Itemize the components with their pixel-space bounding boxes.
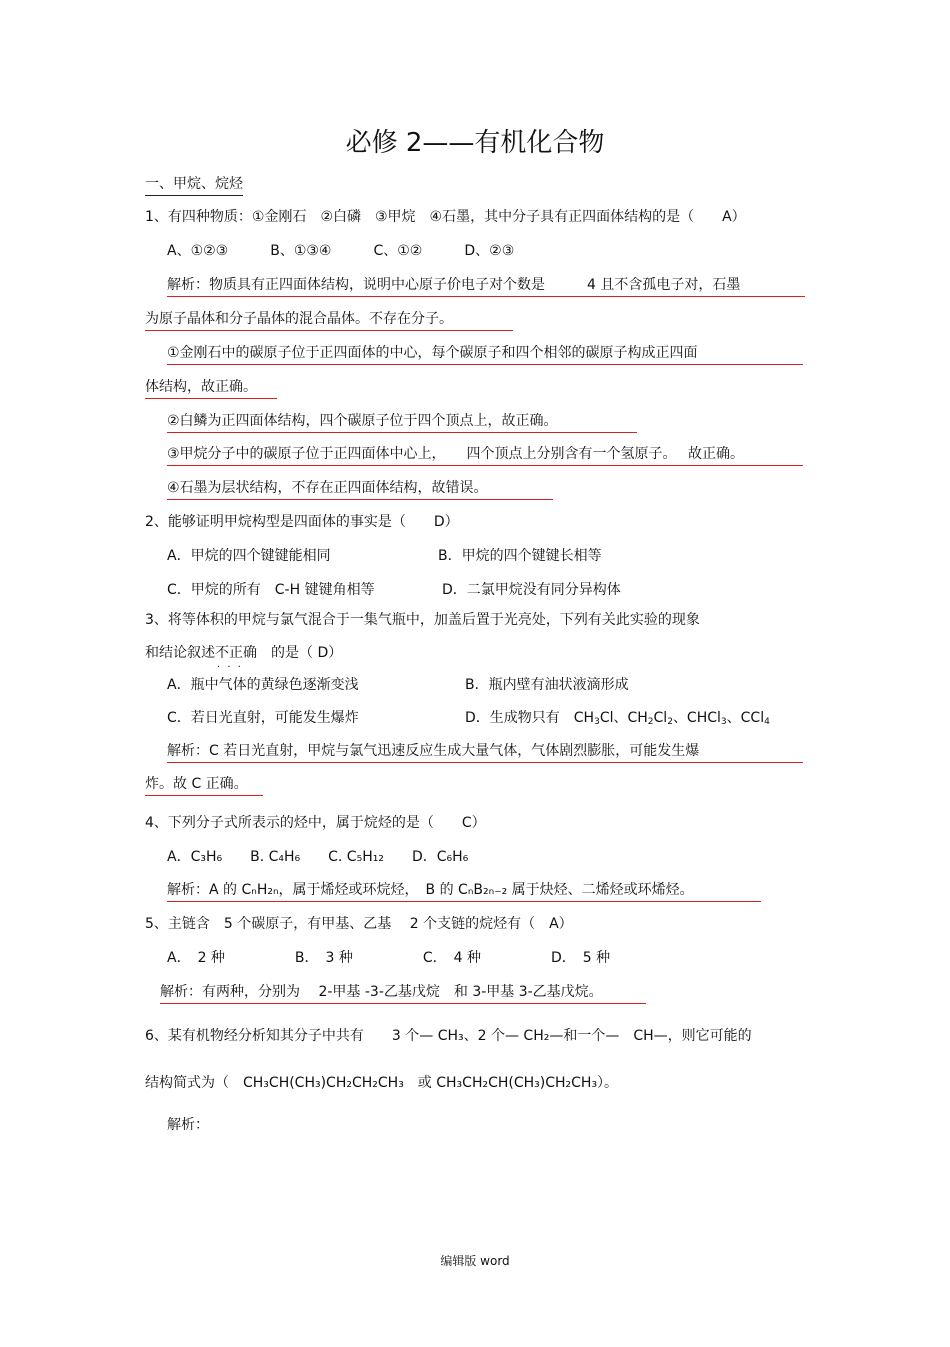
page-footer: 编辑版 word — [440, 1254, 510, 1268]
analysis-text: 解析：有两种，分别为 2-甲基 -3-乙基戊烷 和 3-甲基 3-乙基戊烷。 — [160, 983, 646, 1004]
subscript: 2 — [667, 717, 673, 727]
subscript: 2 — [647, 717, 654, 727]
analysis-text: 解析：A 的 CₙH₂ₙ，属于烯烃或环烷烃， B 的 CₙB₂ₙ₋₂ 属于炔烃、二烯烃或环烯烃。 — [167, 881, 761, 902]
question-1-analysis-line — [167, 445, 803, 466]
question-5-stem: 5、主链含 5 个碳原子，有甲基、乙基 2 个支链的烷烃有（ A） — [145, 916, 573, 932]
page-title: 必修 2——有机化合物 — [345, 128, 605, 158]
question-1-analysis-line — [145, 310, 513, 331]
formula-text: 、CCl — [726, 710, 765, 726]
question-3-stem-line-2 — [145, 644, 342, 662]
question-6-stem-line-1: 6、某有机物经分析知其分子中共有 3 个— CH₃、2 个— CH₂—和一个— CH—，则它可能的 — [145, 1028, 752, 1044]
formula-text: 、CHCl — [672, 710, 721, 726]
analysis-text: 解析：物质具有正四面体结构，说明中心原子价电子对个数是 4 且不含孤电子对，石墨 — [167, 276, 805, 297]
question-5-options: A． 2 种 B． 3 种 C． 4 种 D． 5 种 — [167, 950, 611, 966]
analysis-text: ②白鳞为正四面体结构，四个碳原子位于四个顶点上，故正确。 — [167, 412, 637, 433]
question-2-option-c: C．甲烷的所有 C-H 键键角相等 — [167, 582, 375, 598]
analysis-text: ③甲烷分子中的碳原子位于正四面体中心上， 四个顶点上分别含有一个氢原子。 故正确。 — [167, 445, 803, 466]
question-3-analysis-line — [145, 775, 263, 796]
question-3-stem-line-1: 3、将等体积的甲烷与氯气混合于一集气瓶中，加盖后置于光亮处，下列有关此实验的现象 — [145, 612, 700, 628]
formula-text: Cl、CH — [599, 710, 648, 726]
analysis-text: 体结构，故正确。 — [145, 378, 277, 399]
analysis-text: 解析：C 若日光直射，甲烷与氯气迅速反应生成大量气体，气体剧烈膨胀，可能发生爆 — [167, 742, 803, 763]
analysis-text: 炸。故 C 正确。 — [145, 775, 263, 796]
question-3-option-d — [465, 709, 770, 731]
question-1-analysis-line — [167, 276, 805, 297]
question-6-analysis: 解析： — [167, 1117, 209, 1133]
question-1-stem: 1、有四种物质：①金刚石 ②白磷 ③甲烷 ④石墨，其中分子具有正四面体结构的是（ A） — [145, 209, 746, 225]
question-1-analysis-line — [167, 344, 803, 365]
question-1-analysis-line — [167, 412, 637, 433]
question-4-options: A．C₃H₆ B. C₄H₆ C. C₅H₁₂ D．C₆H₆ — [167, 849, 469, 865]
question-2-option-b: B．甲烷的四个键键长相等 — [438, 548, 602, 564]
question-2-stem: 2、能够证明甲烷构型是四面体的事实是（ D） — [145, 514, 459, 530]
section-heading — [145, 175, 243, 196]
analysis-text: 为原子晶体和分子晶体的混合晶体。不存在分子。 — [145, 310, 513, 331]
question-3-option-a: A．瓶中气体的黄绿色逐渐变浅 — [167, 677, 359, 693]
question-3-option-b: B．瓶内壁有油状液滴形成 — [465, 677, 629, 693]
subscript: 4 — [764, 717, 770, 727]
question-3-option-c: C．若日光直射，可能发生爆炸 — [167, 710, 359, 726]
question-1-options: A、①②③ B、①③④ C、①② D、②③ — [167, 243, 515, 259]
question-6-stem-line-2: 结构简式为（ CH₃CH(CH₃)CH₂CH₂CH₃ 或 CH₃CH₂CH(CH₃)CH₂CH₃）。 — [145, 1075, 619, 1091]
formula-text: D．生成物只有 CH — [465, 710, 595, 726]
question-4-analysis — [167, 881, 761, 902]
subscript: 3 — [720, 717, 727, 727]
stem-text: 的是（ D） — [257, 645, 343, 661]
question-5-analysis — [160, 983, 646, 1004]
formula-text: Cl — [653, 710, 668, 726]
question-2-option-a: A．甲烷的四个键键能相同 — [167, 548, 331, 564]
analysis-text: ④石墨为层状结构，不存在正四面体结构，故错误。 — [167, 479, 553, 500]
emphasis-text: 不正确 · · · — [215, 645, 257, 661]
question-1-analysis-line — [145, 378, 277, 399]
stem-text: 和结论叙述 — [145, 645, 215, 661]
question-3-analysis-line — [167, 742, 803, 763]
subscript: 3 — [594, 717, 600, 727]
analysis-text: ①金刚石中的碳原子位于正四面体的中心，每个碳原子和四个相邻的碳原子构成正四面 — [167, 344, 803, 365]
section-heading-text: 一、甲烷、烷烃 — [145, 175, 243, 196]
question-4-stem: 4、下列分子式所表示的烃中，属于烷烃的是（ C） — [145, 815, 486, 831]
question-2-option-d: D．二氯甲烷没有同分异构体 — [442, 582, 621, 598]
question-1-analysis-line — [167, 479, 553, 500]
